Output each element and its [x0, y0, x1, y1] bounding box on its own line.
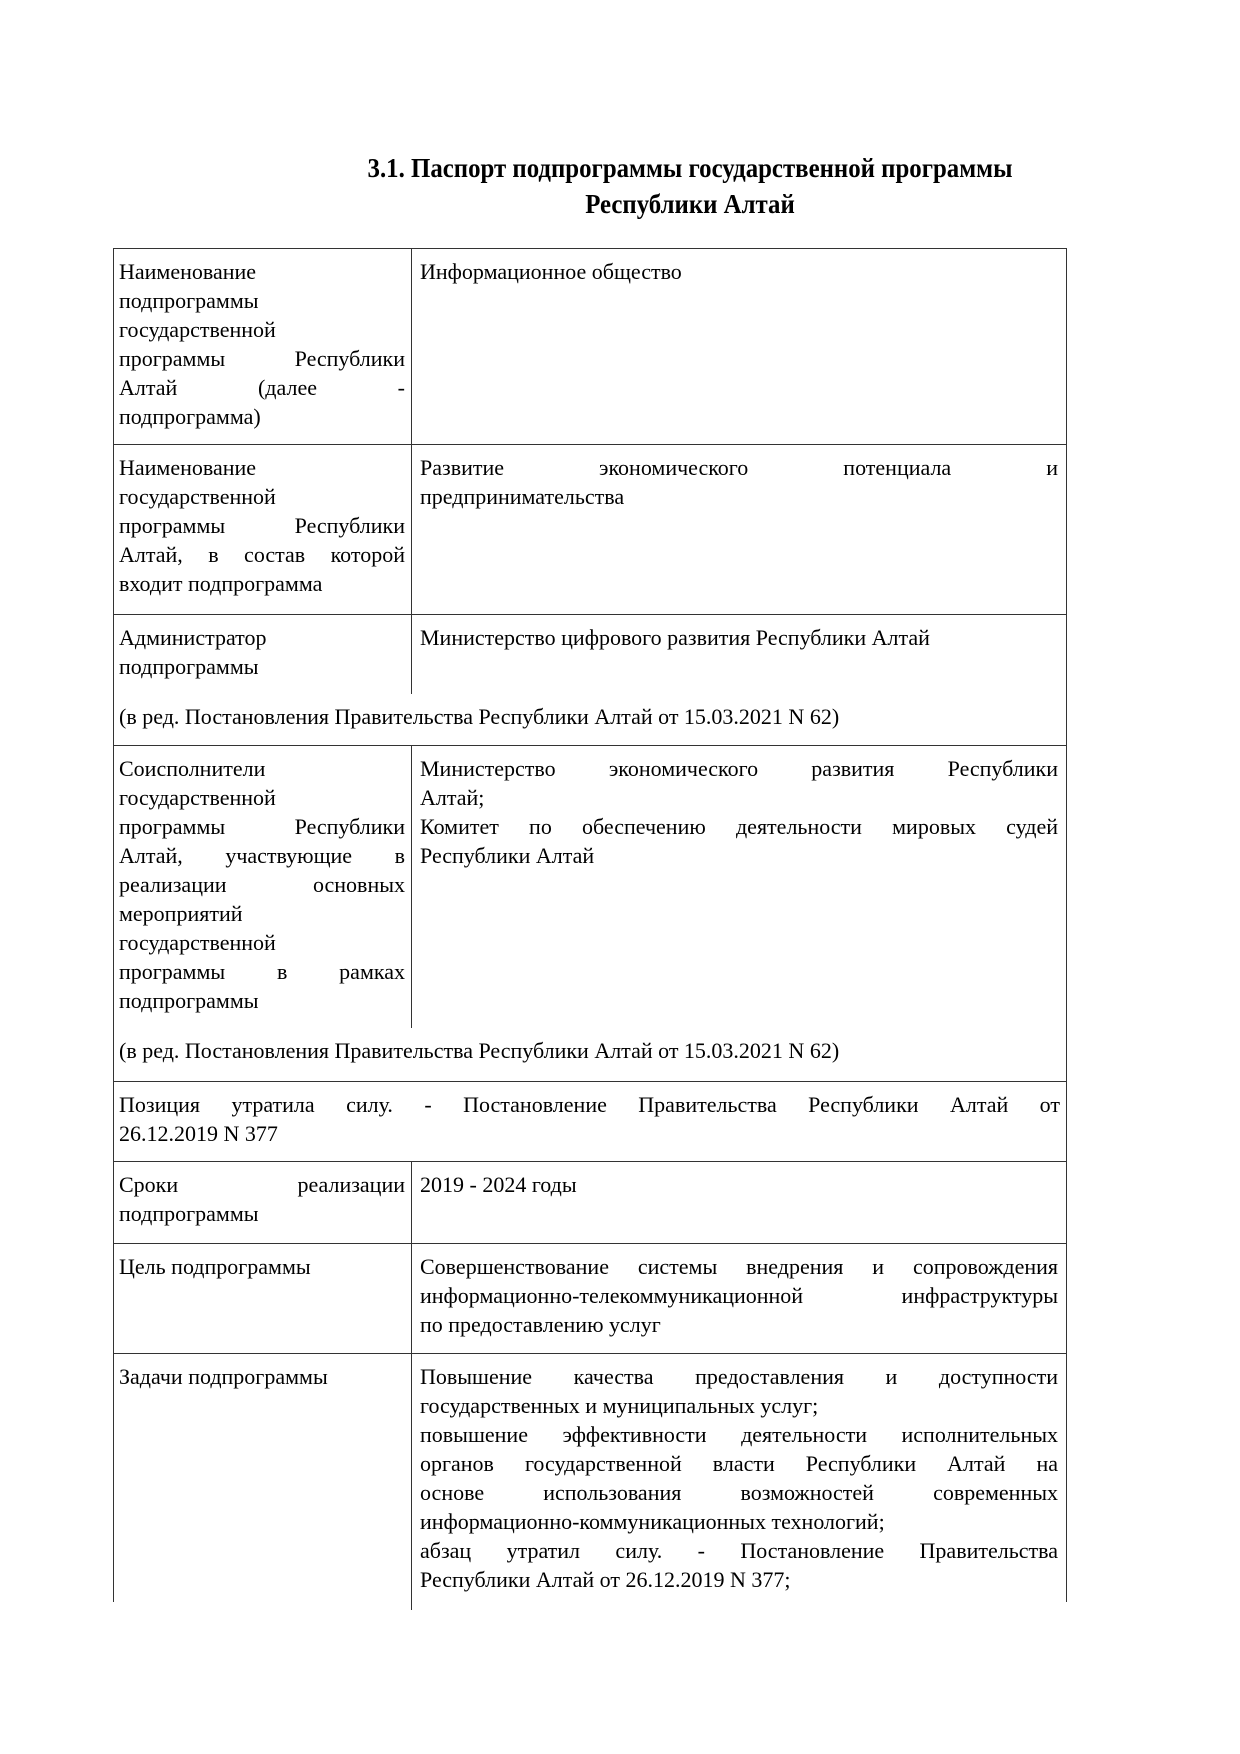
label-line: программы Республики — [119, 814, 405, 839]
table-row-subprogram-name — [113, 248, 1066, 444]
table-row-timeline — [113, 1161, 1066, 1243]
label-line: Алтай, участвующие в — [119, 843, 405, 868]
value-line: Республики Алтай от 26.12.2019 N 377; — [420, 1567, 791, 1592]
label-line: государственной — [119, 785, 276, 810]
row-label — [113, 249, 412, 444]
row-label — [113, 1162, 412, 1243]
label-line: Сроки реализации — [119, 1172, 405, 1197]
value-line: информационно-коммуникационных технологий; — [420, 1509, 885, 1534]
row-value — [412, 249, 1066, 444]
value-line: Комитет по обеспечению деятельности мировых судей — [420, 814, 1058, 839]
value-line: основе использования возможностей современных — [420, 1480, 1058, 1505]
label-line: мероприятий — [119, 901, 243, 926]
row-label — [113, 746, 412, 1028]
label-line: Наименование — [119, 455, 257, 480]
value-line: Информационное общество — [420, 259, 682, 284]
row-value — [412, 746, 1066, 1028]
value-line: государственных и муниципальных услуг; — [420, 1393, 819, 1418]
label-line: Задачи подпрограммы — [119, 1364, 328, 1389]
row-value — [412, 615, 1066, 694]
label-line: Цель подпрограммы — [119, 1254, 311, 1279]
row-value — [412, 445, 1066, 614]
table-row-co-executors — [113, 745, 1066, 1028]
label-line: государственной — [119, 484, 276, 509]
page-title — [294, 150, 1085, 222]
value-line: Министерство экономического развития Республики — [420, 756, 1058, 781]
label-line: подпрограммы — [119, 988, 259, 1013]
title-line-2: Республики Алтай — [585, 189, 795, 219]
amendment-text: (в ред. Постановления Правительства Республики Алтай от 15.03.2021 N 62) — [119, 704, 840, 729]
label-line: подпрограммы — [119, 288, 259, 313]
table-row-tasks — [113, 1353, 1066, 1610]
label-line: Соисполнители — [119, 756, 266, 781]
table-row-state-program-name — [113, 444, 1066, 614]
value-line: информационно-телекоммуникационной инфраструктуры — [420, 1283, 1058, 1308]
label-line: подпрограммы — [119, 654, 259, 679]
table-right-border — [1066, 248, 1067, 1602]
value-line: Развитие экономического потенциала и — [420, 455, 1058, 480]
table-row-administrator — [113, 614, 1066, 694]
label-line: программы Республики — [119, 513, 405, 538]
row-value — [412, 1244, 1066, 1353]
value-line: органов государственной власти Республики Алтай на — [420, 1451, 1058, 1476]
row-label — [113, 1354, 412, 1610]
value-line: предпринимательства — [420, 484, 625, 509]
label-line: подпрограммы — [119, 1201, 259, 1226]
value-line: абзац утратил силу. - Постановление Правительства — [420, 1538, 1058, 1563]
row-full — [113, 1082, 1066, 1156]
value-line: Республики Алтай — [420, 843, 595, 868]
value-line: 2019 - 2024 годы — [420, 1172, 577, 1197]
label-line: Алтай (далее - — [119, 375, 405, 400]
table-row-repealed-position — [113, 1081, 1066, 1161]
value-line: Повышение качества предоставления и доступности — [420, 1364, 1058, 1389]
label-line: государственной — [119, 930, 276, 955]
row-value — [412, 1354, 1066, 1610]
label-line: программы Республики — [119, 346, 405, 371]
amendment-note — [113, 694, 1066, 745]
row-label — [113, 615, 412, 694]
value-line: Совершенствование системы внедрения и сопровождения — [420, 1254, 1058, 1279]
amendment-text: (в ред. Постановления Правительства Республики Алтай от 15.03.2021 N 62) — [119, 1038, 840, 1063]
value-line: Алтай; — [420, 785, 485, 810]
value-line: Министерство цифрового развития Республики Алтай — [420, 625, 930, 650]
full-line: 26.12.2019 N 377 — [119, 1121, 278, 1146]
value-line: по предоставлению услуг — [420, 1312, 661, 1337]
row-value — [412, 1162, 1066, 1243]
label-line: подпрограмма) — [119, 404, 261, 429]
passport-table — [113, 248, 1066, 1610]
row-label — [113, 1244, 412, 1353]
label-line: программы в рамках — [119, 959, 405, 984]
label-line: Алтай, в состав которой — [119, 542, 405, 567]
label-line: входит подпрограмма — [119, 571, 323, 596]
row-label — [113, 445, 412, 614]
amendment-note — [113, 1028, 1066, 1081]
full-line: Позиция утратила силу. - Постановление Правительства Республики Алтай от — [119, 1092, 1060, 1117]
table-row-goal — [113, 1243, 1066, 1353]
value-line: повышение эффективности деятельности исполнительных — [420, 1422, 1058, 1447]
label-line: государственной — [119, 317, 276, 342]
label-line: Наименование — [119, 259, 257, 284]
label-line: реализации основных — [119, 872, 405, 897]
title-line-1: 3.1. Паспорт подпрограммы государственной программы — [367, 153, 1013, 183]
label-line: Администратор — [119, 625, 267, 650]
